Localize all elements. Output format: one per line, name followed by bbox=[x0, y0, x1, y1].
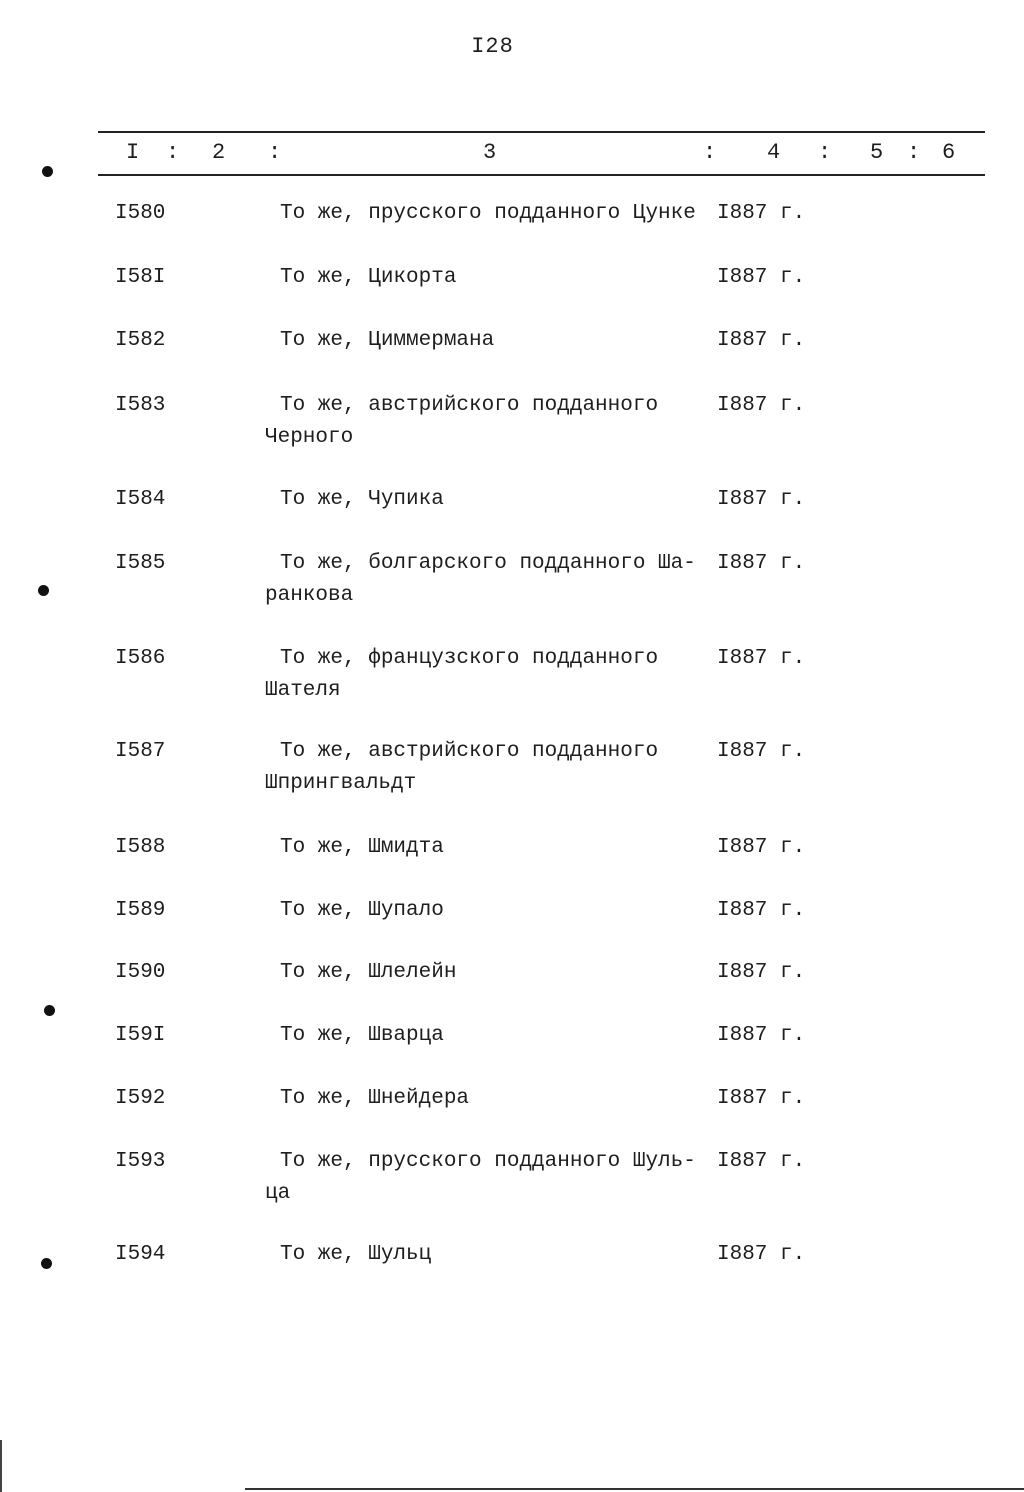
scan-edge bbox=[0, 1440, 2, 1492]
row-description: То же, прусского подданного Цунке bbox=[280, 202, 696, 225]
row-year: I887 г. bbox=[717, 552, 806, 575]
punch-hole bbox=[41, 1258, 52, 1269]
column-header-4: 4 bbox=[767, 140, 781, 165]
column-header-5: 5 bbox=[870, 140, 884, 165]
row-description: То же, французского подданного bbox=[280, 647, 659, 670]
table-header-rule bbox=[98, 174, 985, 176]
column-separator: : bbox=[166, 140, 180, 165]
row-year: I887 г. bbox=[717, 899, 806, 922]
page-number: I28 bbox=[471, 34, 514, 59]
row-description: То же, Чупика bbox=[280, 488, 444, 511]
row-description: То же, Шнейдера bbox=[280, 1087, 470, 1110]
row-number: I59I bbox=[115, 1024, 166, 1047]
row-number: I588 bbox=[115, 836, 166, 859]
row-description: То же, прусского подданного Шуль- bbox=[280, 1150, 696, 1173]
row-year: I887 г. bbox=[717, 266, 806, 289]
row-number: I582 bbox=[115, 329, 166, 352]
row-year: I887 г. bbox=[717, 647, 806, 670]
row-description: То же, австрийского подданного bbox=[280, 740, 659, 763]
row-description: То же, Шупало bbox=[280, 899, 444, 922]
row-description: То же, болгарского подданного Ша- bbox=[280, 552, 696, 575]
punch-hole bbox=[44, 1005, 55, 1016]
row-year: I887 г. bbox=[717, 961, 806, 984]
row-year: I887 г. bbox=[717, 329, 806, 352]
row-description: То же, Шлелейн bbox=[280, 961, 457, 984]
row-description: То же, австрийского подданного bbox=[280, 394, 659, 417]
column-header-2: 2 bbox=[212, 140, 226, 165]
row-number: I592 bbox=[115, 1087, 166, 1110]
row-number: I594 bbox=[115, 1243, 166, 1266]
row-description: То же, Цикорта bbox=[280, 266, 457, 289]
row-description-continuation: Шателя bbox=[265, 679, 341, 702]
row-description-continuation: ранкова bbox=[265, 584, 354, 607]
row-year: I887 г. bbox=[717, 1150, 806, 1173]
row-description-continuation: Черного bbox=[265, 426, 354, 449]
column-header-6: 6 bbox=[942, 140, 956, 165]
row-year: I887 г. bbox=[717, 836, 806, 859]
punch-hole bbox=[38, 585, 49, 596]
row-description-continuation: Шпрингвальдт bbox=[265, 772, 417, 795]
row-year: I887 г. bbox=[717, 1024, 806, 1047]
row-description: То же, Шмидта bbox=[280, 836, 444, 859]
row-year: I887 г. bbox=[717, 488, 806, 511]
row-number: I586 bbox=[115, 647, 166, 670]
column-separator: : bbox=[818, 140, 832, 165]
punch-hole bbox=[42, 166, 53, 177]
column-header-3: 3 bbox=[483, 140, 497, 165]
row-number: I58I bbox=[115, 266, 166, 289]
row-year: I887 г. bbox=[717, 394, 806, 417]
column-header-1: I bbox=[126, 140, 140, 165]
column-separator: : bbox=[268, 140, 282, 165]
column-separator: : bbox=[907, 140, 921, 165]
row-year: I887 г. bbox=[717, 740, 806, 763]
row-number: I583 bbox=[115, 394, 166, 417]
row-description: То же, Шварца bbox=[280, 1024, 444, 1047]
row-year: I887 г. bbox=[717, 1087, 806, 1110]
row-number: I590 bbox=[115, 961, 166, 984]
table-header bbox=[0, 140, 1024, 168]
table-top-rule bbox=[98, 131, 985, 133]
scan-edge bbox=[245, 1488, 1024, 1490]
row-description: То же, Шульц bbox=[280, 1243, 432, 1266]
row-year: I887 г. bbox=[717, 1243, 806, 1266]
row-number: I587 bbox=[115, 740, 166, 763]
row-number: I585 bbox=[115, 552, 166, 575]
column-separator: : bbox=[703, 140, 717, 165]
row-number: I589 bbox=[115, 899, 166, 922]
row-year: I887 г. bbox=[717, 202, 806, 225]
row-description: То же, Циммермана bbox=[280, 329, 495, 352]
row-number: I593 bbox=[115, 1150, 166, 1173]
row-description-continuation: ца bbox=[265, 1182, 291, 1205]
row-number: I580 bbox=[115, 202, 166, 225]
row-number: I584 bbox=[115, 488, 166, 511]
